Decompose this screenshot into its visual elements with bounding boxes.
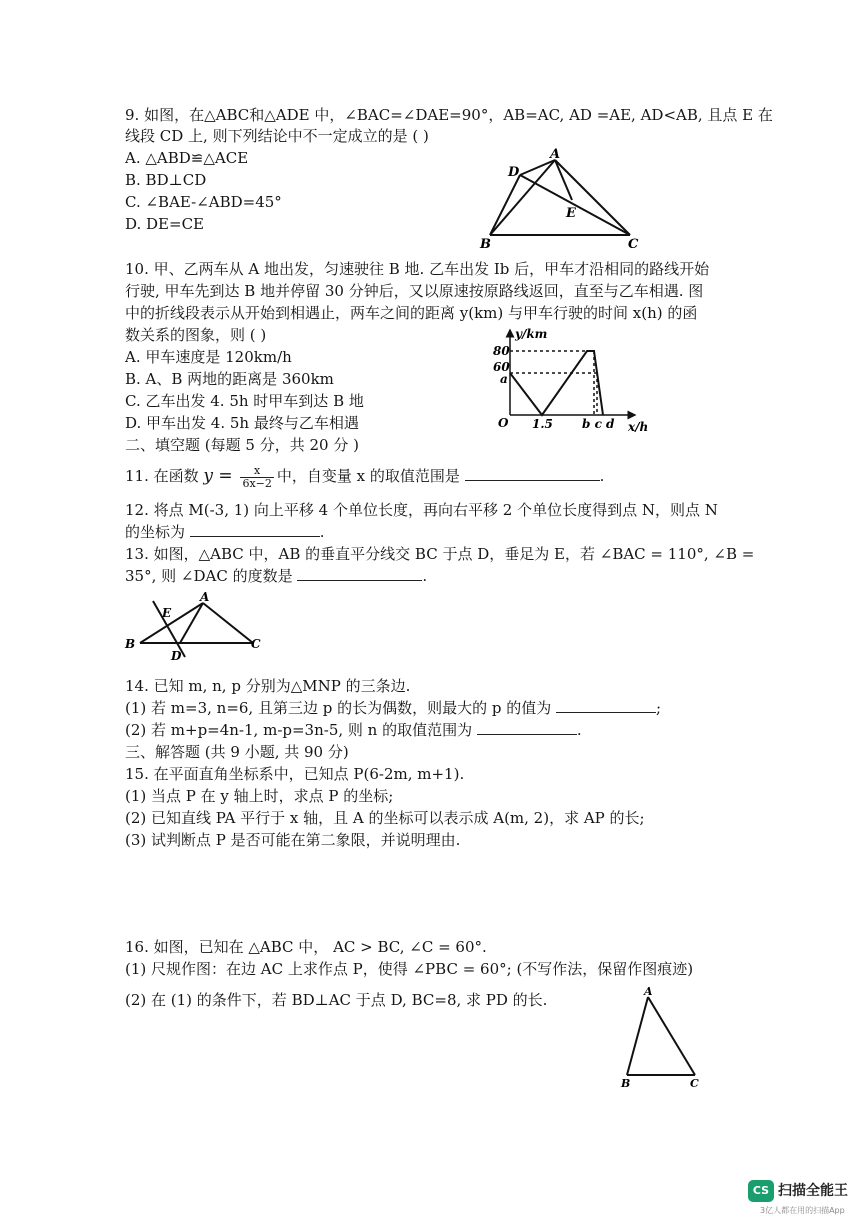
q13-line1: 13. 如图，△ABC 中，AB 的垂直平分线交 BC 于点 D，垂足为 E，若 ∠BAC = 110°, ∠B = xyxy=(125,545,755,563)
q16-line3: (2) 在 (1) 的条件下，若 BD⊥AC 于点 D, BC=8, 求 PD 的长. xyxy=(125,991,548,1009)
q15-line2: (1) 当点 P 在 y 轴上时，求点 P 的坐标; xyxy=(125,787,394,805)
q16-label-a: A xyxy=(644,985,653,998)
q15-line4: (3) 试判断点 P 是否可能在第二象限，并说明理由. xyxy=(125,831,461,849)
q11-fraction xyxy=(240,465,273,490)
q10-origin-label: O xyxy=(498,416,509,430)
q9-label-b: B xyxy=(480,237,491,252)
q13-label-e: E xyxy=(162,606,172,620)
q10-x-axis-label: x/h xyxy=(628,420,649,434)
scanner-logo-icon: CS xyxy=(748,1180,774,1202)
q13-answer-blank[interactable] xyxy=(297,566,422,581)
q10-option-d: D. 甲车出发 4. 5h 最终与乙车相遇 xyxy=(125,414,359,432)
q11-y: y = xyxy=(203,466,233,486)
q9-label-e: E xyxy=(566,206,576,221)
q16-label-c: C xyxy=(690,1077,699,1090)
q12-line2: 的坐标为 . xyxy=(125,523,325,541)
q14-line1: 14. 已知 m, n, p 分别为△MNP 的三条边. xyxy=(125,677,411,695)
q10-y80-label: 80 xyxy=(493,344,510,358)
q12-line1: 12. 将点 M(-3, 1) 向上平移 4 个单位长度，再向右平移 2 个单位长度得到点 N，则点 N xyxy=(125,501,718,519)
q14-answer1-blank[interactable] xyxy=(556,698,656,713)
q12-line2-text: 的坐标为 xyxy=(125,523,186,541)
q11-answer-blank[interactable] xyxy=(465,466,600,481)
q13-figure xyxy=(125,590,265,663)
scanner-app-name: 扫描全能王 xyxy=(778,1183,848,1199)
q9-label-c: C xyxy=(628,237,639,252)
q10-y60-label: 60 xyxy=(493,360,510,374)
q14-answer2-blank[interactable] xyxy=(477,720,577,735)
q10-line4: 数关系的图象，则 ( ) xyxy=(125,326,267,344)
q16-label-b: B xyxy=(621,1077,631,1090)
q10-y-axis-label: y/km xyxy=(515,327,548,341)
q10-ya-label: a xyxy=(500,372,508,386)
q13-line2: 35°, 则 ∠DAC 的度数是 . xyxy=(125,567,428,585)
q11-line: 11. 在函数 y = $\frac{x}{6x-2}$ 中，自变量 x 的取值范围是 . xyxy=(125,463,605,490)
q13-label-d: D xyxy=(171,649,182,663)
q10-xbcd-label: b c d xyxy=(582,417,615,431)
scanner-tagline: 3亿人都在用的扫描App xyxy=(760,1206,845,1215)
q16-figure xyxy=(615,985,705,1090)
q10-line3: 中的折线段表示从开始到相遇止，两车之间的距离 y(km) 与甲车行驶的时间 x(h) 的函 xyxy=(125,304,698,322)
q14-line3: (2) 若 m+p=4n-1, m-p=3n-5, 则 n 的取值范围为 . xyxy=(125,721,582,739)
q9-option-a: A. △ABD≌△ACE xyxy=(125,149,249,167)
q12-answer-blank[interactable] xyxy=(190,522,320,537)
q9-option-d: D. DE=CE xyxy=(125,215,204,233)
q9-option-c: C. ∠BAE-∠ABD=45° xyxy=(125,193,282,211)
section2-heading: 二、填空题 (每题 5 分，共 20 分 ) xyxy=(125,436,359,454)
q10-line2: 行驶, 甲车先到达 B 地并停留 30 分钟后，又以原速按原路线返回，直至与乙车相遇. 图 xyxy=(125,282,704,300)
q13-label-b: B xyxy=(125,637,136,651)
q10-line1: 10. 甲、乙两车从 A 地出发，匀速驶往 B 地. 乙车出发 Ib 后，甲车才沿相同的路线开始 xyxy=(125,260,710,278)
q9-option-b: B. BD⊥CD xyxy=(125,171,207,189)
q10-option-c: C. 乙车出发 4. 5h 时甲车到达 B 地 xyxy=(125,392,364,410)
q10-option-a: A. 甲车速度是 120km/h xyxy=(125,348,292,366)
q9-line1: 9. 如图，在△ABC和△ADE 中，∠BAC=∠DAE=90°，AB=AC, AD =AE, AD<AB, 且点 E 在 xyxy=(125,106,773,124)
q13-label-a: A xyxy=(200,590,210,604)
q10-option-b: B. A、B 两地的距离是 360km xyxy=(125,370,334,388)
q16-line2: (1) 尺规作图：在边 AC 上求作点 P，使得 ∠PBC = 60°; (不写作法，保留作图痕迹) xyxy=(125,960,694,978)
q10-x15-label: 1.5 xyxy=(532,417,553,431)
q11-pre: 11. 在函数 xyxy=(125,467,199,485)
q14-line2-end: ; xyxy=(656,699,662,717)
q11-post: 中，自变量 x 的取值范围是 xyxy=(276,467,460,485)
q9-label-d: D xyxy=(508,165,520,180)
q15-line3: (2) 已知直线 PA 平行于 x 轴，且 A 的坐标可以表示成 A(m, 2)，求 AP 的长; xyxy=(125,809,645,827)
q13-line2-text: 35°, 则 ∠DAC 的度数是 xyxy=(125,567,293,585)
q13-label-c: C xyxy=(251,637,261,651)
q14-line2-text: (1) 若 m=3, n=6, 且第三边 p 的长为偶数，则最大的 p 的值为 xyxy=(125,699,552,717)
q14-line3-text: (2) 若 m+p=4n-1, m-p=3n-5, 则 n 的取值范围为 xyxy=(125,721,473,739)
q14-line2 xyxy=(125,698,661,718)
q9-line2: 线段 CD 上, 则下列结论中不一定成立的是 ( ) xyxy=(125,127,429,145)
q9-figure xyxy=(480,147,650,252)
q11-denominator: 6x−2 xyxy=(242,476,272,490)
q15-line1: 15. 在平面直角坐标系中，已知点 P(6-2m, m+1). xyxy=(125,765,465,783)
q11-numerator: x xyxy=(240,465,273,478)
q10-graph xyxy=(490,325,660,435)
q16-line1: 16. 如图，已知在 △ABC 中， AC > BC, ∠C = 60°. xyxy=(125,938,487,956)
q9-label-a: A xyxy=(550,147,561,162)
section3-heading: 三、解答题 (共 9 小题, 共 90 分) xyxy=(125,743,349,761)
